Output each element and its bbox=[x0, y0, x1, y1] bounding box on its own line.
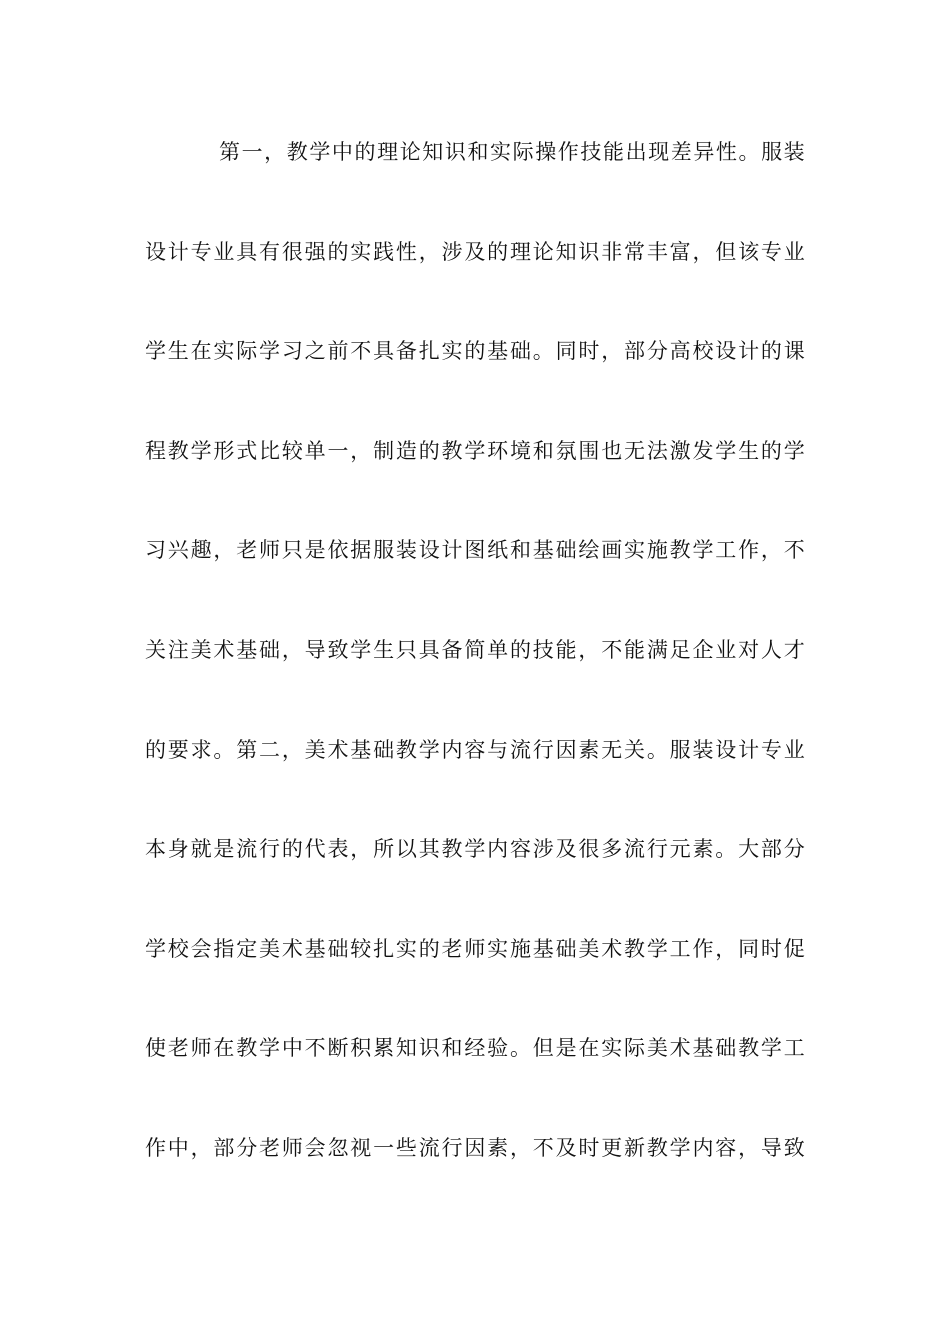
body-paragraph bbox=[145, 134, 805, 1230]
text-line: 关注美术基础，导致学生只具备简单的技能，不能满足企业对人才 bbox=[145, 637, 805, 662]
text-line: 第一，教学中的理论知识和实际操作技能出现差异性。服装 bbox=[219, 140, 805, 164]
text-line: 本身就是流行的代表，所以其教学内容涉及很多流行元素。大部分 bbox=[145, 837, 805, 862]
text-line: 学校会指定美术基础较扎实的老师实施基础美术教学工作，同时促 bbox=[145, 936, 805, 961]
text-line: 程教学形式比较单一，制造的教学环境和氛围也无法激发学生的学 bbox=[145, 438, 805, 463]
text-line: 使老师在教学中不断积累知识和经验。但是在实际美术基础教学工 bbox=[145, 1036, 805, 1061]
text-line: 作中，部分老师会忽视一些流行因素，不及时更新教学内容，导致 bbox=[145, 1135, 805, 1160]
text-line: 学生在实际学习之前不具备扎实的基础。同时，部分高校设计的课 bbox=[145, 339, 805, 364]
text-line: 习兴趣，老师只是依据服装设计图纸和基础绘画实施教学工作，不 bbox=[145, 538, 805, 563]
text-line: 的要求。第二，美术基础教学内容与流行因素无关。服装设计专业 bbox=[145, 737, 805, 762]
text-line: 设计专业具有很强的实践性，涉及的理论知识非常丰富，但该专业 bbox=[145, 239, 805, 264]
